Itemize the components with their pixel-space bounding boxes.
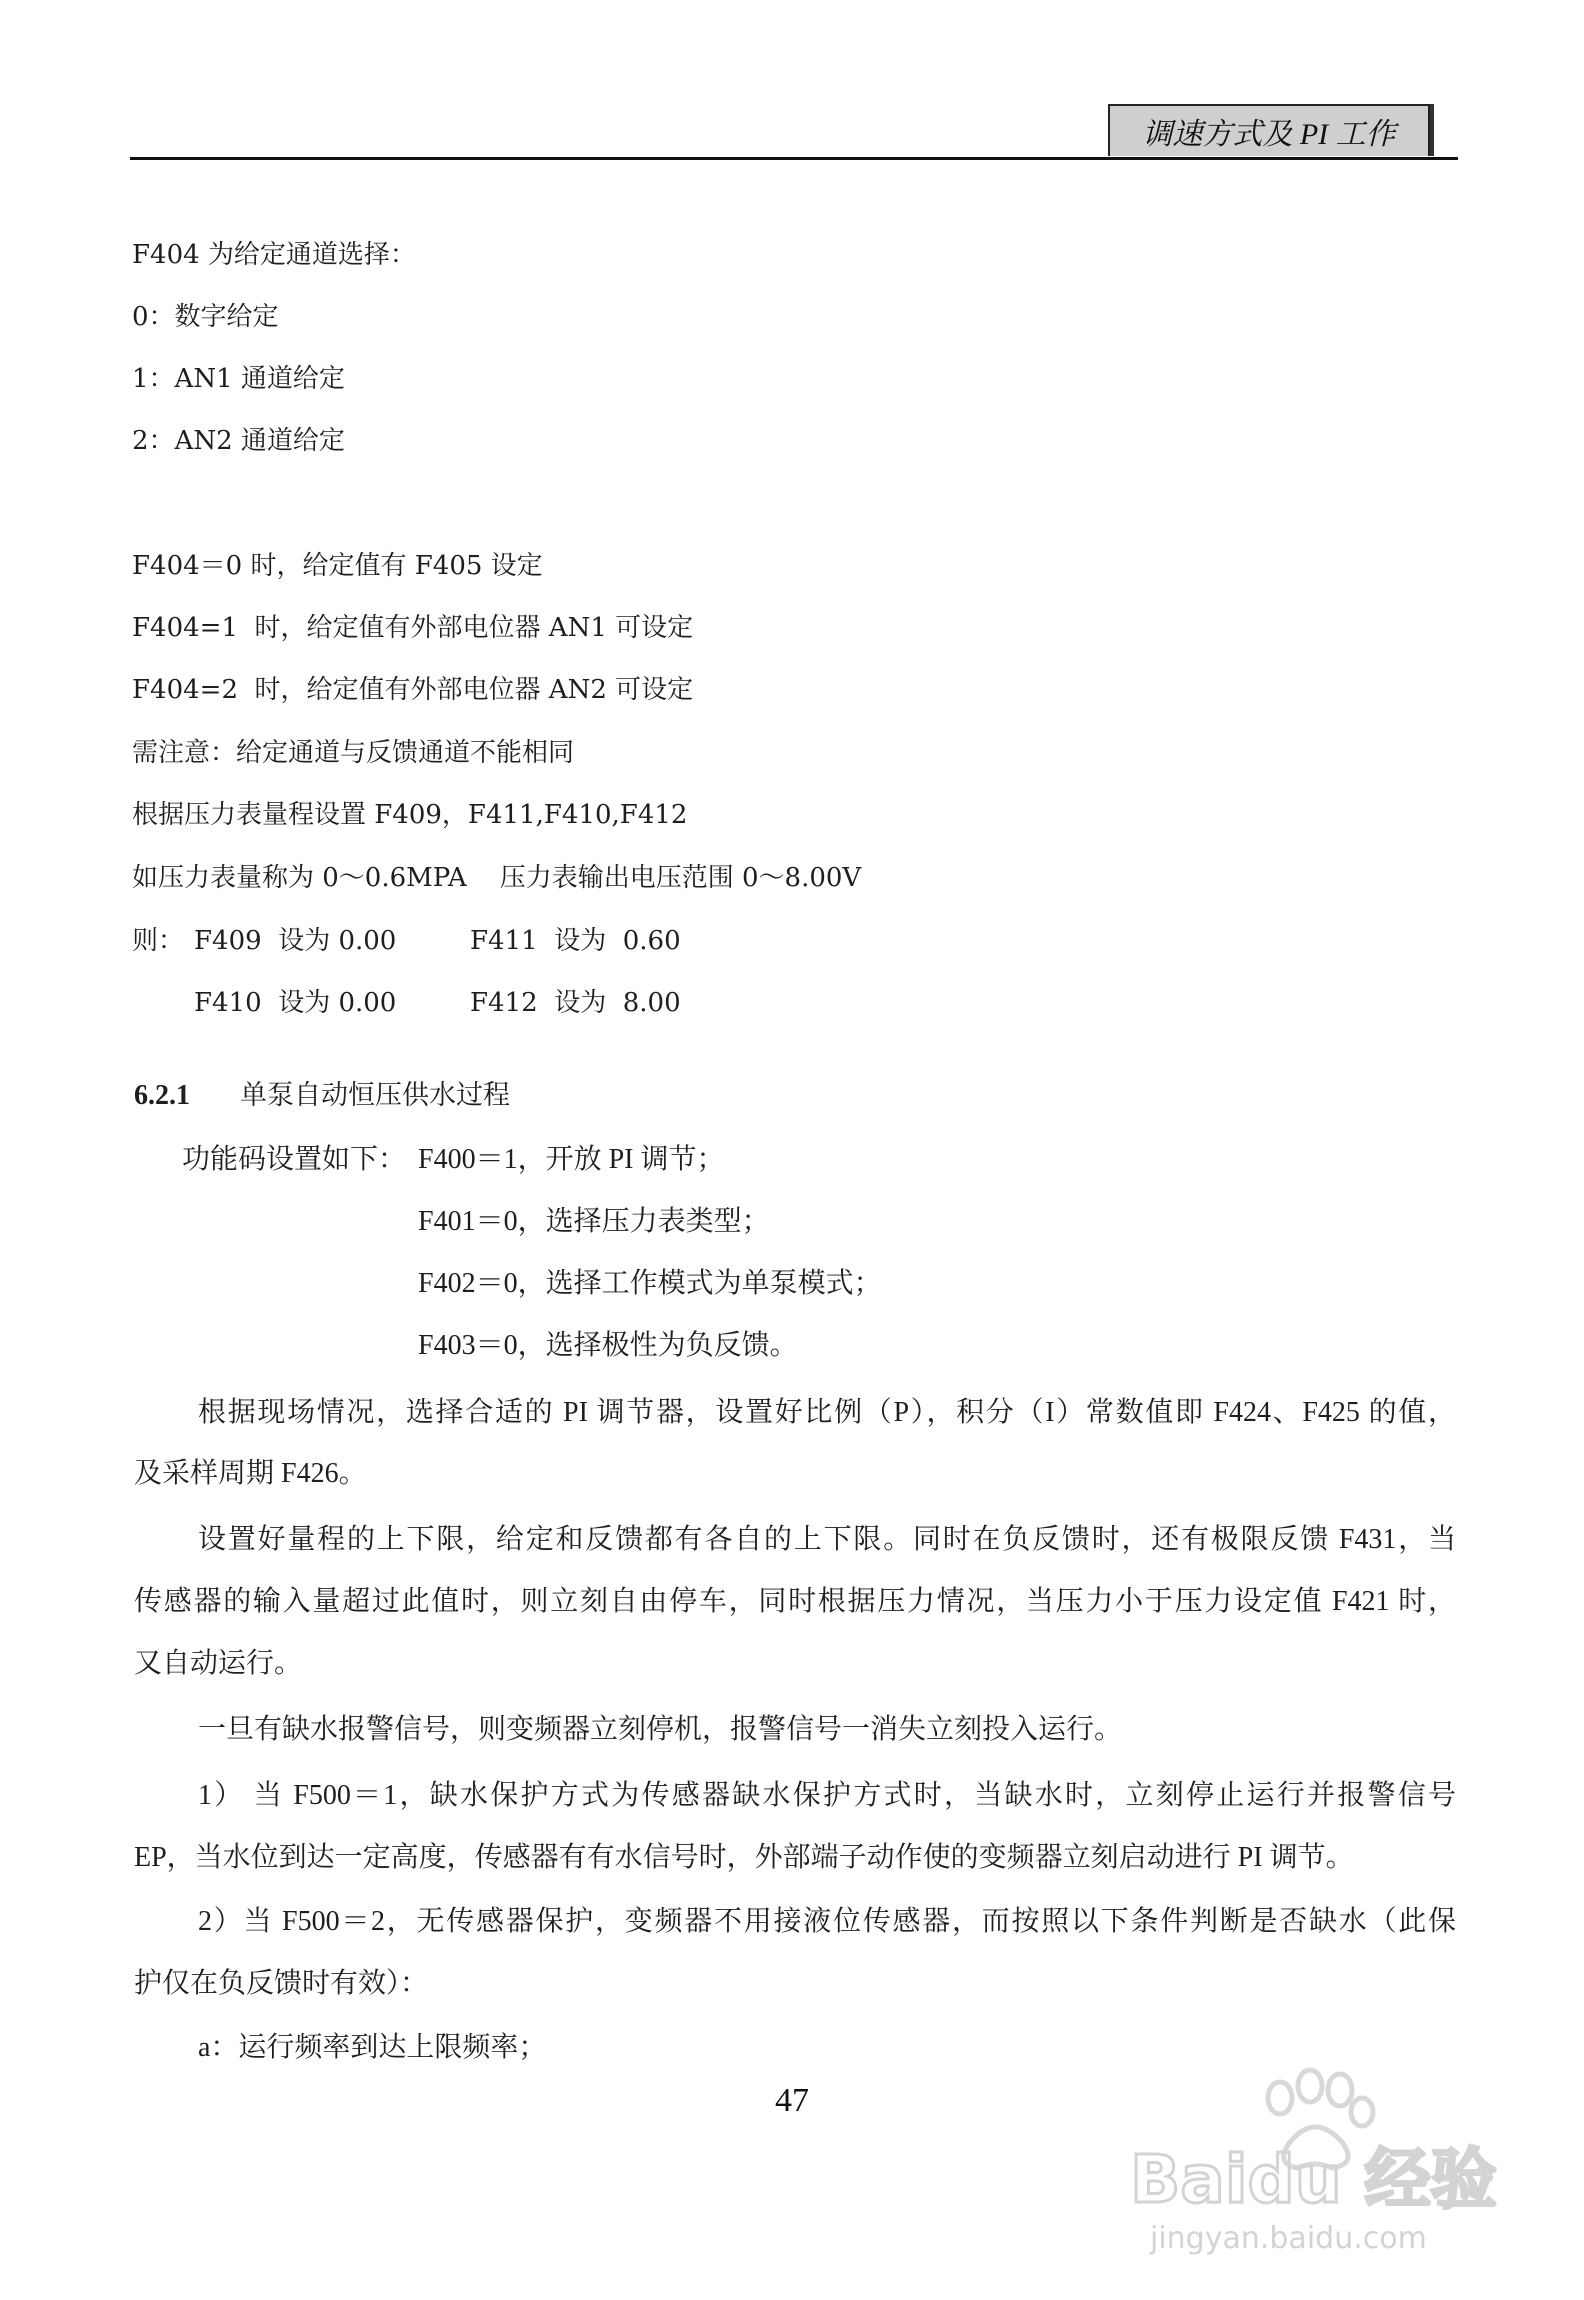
text-line: 1：AN1 通道给定 <box>132 364 345 394</box>
text-line: 需注意：给定通道与反馈通道不能相同 <box>132 738 575 768</box>
section-title: 单泵自动恒压供水过程 <box>240 1080 510 1111</box>
func-line: F400＝1，开放 PI 调节； <box>418 1144 725 1175</box>
text-line: F404=2 时，给定值有外部电位器 AN2 可设定 <box>132 675 694 705</box>
baidu-watermark <box>1110 2060 1510 2260</box>
header-section-title: 调速方式及 PI 工作 <box>1108 104 1430 156</box>
func-prefix: 功能码设置如下： <box>182 1144 407 1175</box>
paragraph-line: EP，当水位到达一定高度，传感器有有水信号时，外部端子动作使的变频器立刻启动进行 PI 调节。 <box>134 1842 1354 1873</box>
paragraph-line: 2）当 F500＝2，无传感器保护，变频器不用接液位传感器，而按照以下条件判断是否缺水（此保 <box>198 1906 1456 1937</box>
text-line: F404＝0 时，给定值有 F405 设定 <box>132 551 543 581</box>
paragraph-line: 及采样周期 F426。 <box>134 1458 367 1489</box>
text-line: F404=1 时，给定值有外部电位器 AN1 可设定 <box>132 613 694 643</box>
watermark-brand: Baidu 经验 <box>1130 2141 1497 2218</box>
setting-f409: F409 设为 0.00 <box>194 926 397 956</box>
section-number: 6.2.1 <box>134 1080 190 1111</box>
func-line: F402＝0，选择工作模式为单泵模式； <box>418 1268 882 1299</box>
paragraph-line: 又自动运行。 <box>134 1648 303 1679</box>
paragraph-line: 一旦有缺水报警信号，则变频器立刻停机，报警信号一消失立刻投入运行。 <box>198 1714 1123 1745</box>
paragraph-line: a：运行频率到达上限频率； <box>198 2032 547 2063</box>
text-line: 根据压力表量程设置 F409，F411,F410,F412 <box>132 800 688 830</box>
setting-f410: F410 设为 0.00 <box>194 988 397 1018</box>
page-number: 47 <box>775 2082 809 2119</box>
func-line: F401＝0，选择压力表类型； <box>418 1206 770 1237</box>
paragraph-line: 设置好量程的上下限，给定和反馈都有各自的上下限。同时在负反馈时，还有极限反馈 F431，当 <box>198 1524 1456 1555</box>
paragraph-line: 根据现场情况，选择合适的 PI 调节器，设置好比例（P），积分（I）常数值即 F424、F425 的值， <box>198 1397 1456 1428</box>
setting-f411: F411 设为 0.60 <box>470 926 681 956</box>
paragraph-line: 护仅在负反馈时有效）： <box>134 1968 429 1999</box>
text-line: F404 为给定通道选择： <box>132 240 416 270</box>
text-line: 如压力表量称为 0～0.6MPA 压力表输出电压范围 0～8.00V <box>132 863 862 893</box>
paragraph-line: 1） 当 F500＝1，缺水保护方式为传感器缺水保护方式时，当缺水时，立刻停止运行并报警信号 <box>198 1780 1456 1811</box>
text-line: 0：数字给定 <box>132 302 279 332</box>
paragraph-line: 传感器的输入量超过此值时，则立刻自由停车，同时根据压力情况，当压力小于压力设定值 F421 时， <box>134 1586 1456 1617</box>
text-line: 2：AN2 通道给定 <box>132 426 345 456</box>
setting-f412: F412 设为 8.00 <box>470 988 681 1018</box>
func-line: F403＝0，选择极性为负反馈。 <box>418 1330 798 1361</box>
watermark-url: jingyan.baidu.com <box>1150 2221 1427 2256</box>
settings-prefix: 则： <box>132 926 185 956</box>
header-rule <box>130 157 1458 160</box>
